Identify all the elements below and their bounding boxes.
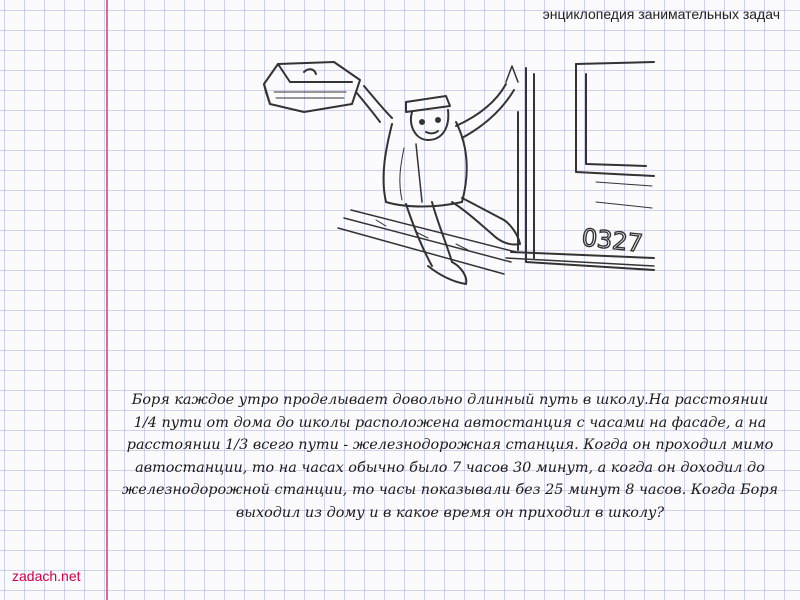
platform bbox=[338, 210, 516, 274]
boy-figure bbox=[356, 66, 520, 284]
header-title: энциклопедия занимательных задач bbox=[542, 6, 780, 22]
site-name: zadach.net bbox=[12, 568, 81, 584]
notebook-margin-line bbox=[106, 0, 108, 600]
problem-text: Боря каждое утро проделывает довольно длинный путь в школу.На расстоянии 1/4 пути от дома до школы расположена автостанция с часами на фасаде, а на расстоянии 1/3 всего пути - железнодорожная станция. Когда он проходил мимо автостанции, то на часах обычно было 7 часов 30 минут, а когда он доходил до железнодорожной станции, то часы показывали без 25 минут 8 часов. Когда Боря выходил из дому и в какое время он приходил в школу? bbox=[121, 392, 779, 521]
briefcase bbox=[264, 62, 360, 112]
boy-jumping-from-train-illustration bbox=[256, 52, 656, 304]
wagon-number: 0327 bbox=[580, 223, 645, 258]
